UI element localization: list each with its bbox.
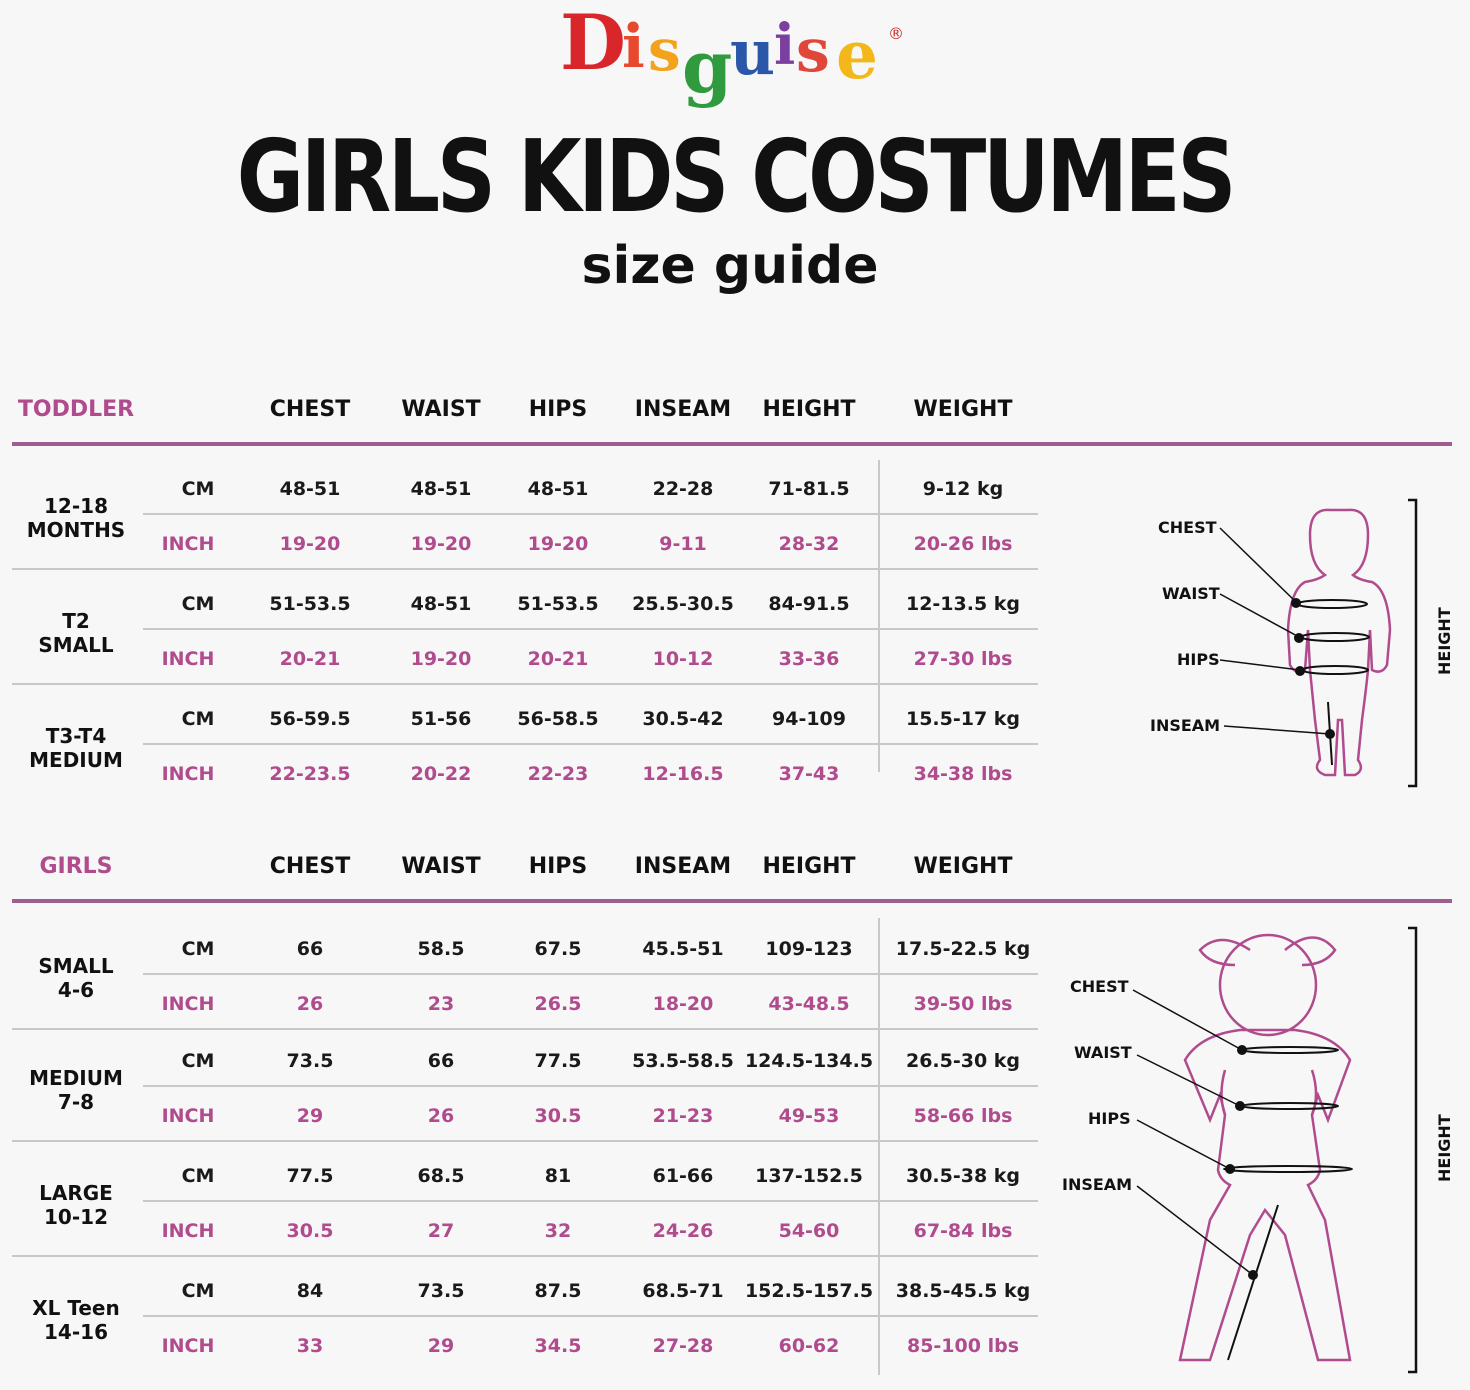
cm-value: 109-123: [765, 938, 853, 960]
inch-value: 22-23: [527, 763, 589, 785]
column-header: CHEST: [269, 397, 351, 422]
cm-value: 73.5: [417, 1280, 465, 1302]
size-label: LARGE: [39, 1181, 113, 1205]
inch-value: 54-60: [778, 1220, 840, 1242]
inch-value: 29: [427, 1335, 455, 1357]
unit-inch-label: INCH: [161, 993, 215, 1015]
cm-value: 152.5-157.5: [744, 1280, 874, 1302]
row-divider: [143, 513, 1038, 515]
cm-value: 56-58.5: [517, 708, 599, 730]
group-divider: [12, 568, 1038, 570]
cm-value: 84: [296, 1280, 324, 1302]
column-header: WEIGHT: [913, 397, 1013, 422]
logo-letter: D: [560, 0, 626, 87]
girl-hips-line: [1224, 1166, 1352, 1172]
cm-value: 87.5: [534, 1280, 582, 1302]
girl-waist-label: WAIST: [1074, 1043, 1132, 1062]
inch-value: 58-66 lbs: [913, 1105, 1013, 1127]
inch-value: 26: [427, 1105, 455, 1127]
cm-value: 51-53.5: [269, 593, 351, 615]
cm-value: 25.5-30.5: [632, 593, 734, 615]
girl-height-label: HEIGHT: [1435, 1114, 1454, 1182]
cm-value: 68.5-71: [642, 1280, 724, 1302]
inch-value: 12-16.5: [642, 763, 724, 785]
logo-letter: s: [648, 16, 681, 84]
inch-value: 20-26 lbs: [913, 533, 1013, 555]
inch-value: 18-20: [652, 993, 714, 1015]
toddler-chest-label: CHEST: [1158, 518, 1217, 537]
girl-chest-label: CHEST: [1070, 977, 1129, 996]
section-rule: [12, 899, 1452, 903]
cm-value: 51-56: [410, 708, 472, 730]
unit-cm-label: CM: [181, 938, 215, 960]
size-label: SMALL: [38, 633, 114, 657]
inch-value: 26: [296, 993, 324, 1015]
size-label: T2: [62, 609, 90, 633]
logo-letter: i: [622, 12, 645, 82]
unit-inch-label: INCH: [161, 763, 215, 785]
unit-inch-label: INCH: [161, 1105, 215, 1127]
toddler-inseam-label: INSEAM: [1150, 716, 1221, 735]
page-title: GIRLS KIDS COSTUMES: [236, 118, 1234, 235]
disguise-logo: [560, 0, 910, 116]
inch-value: 32: [544, 1220, 572, 1242]
column-header: HEIGHT: [762, 397, 856, 422]
cm-value: 15.5-17 kg: [905, 708, 1021, 730]
size-label: 10-12: [44, 1205, 108, 1229]
inch-value: 21-23: [652, 1105, 714, 1127]
inch-value: 39-50 lbs: [913, 993, 1013, 1015]
cm-value: 66: [296, 938, 324, 960]
cm-value: 48-51: [279, 478, 341, 500]
section-label: TODDLER: [17, 397, 135, 422]
girl-chest-line: [1242, 1047, 1338, 1053]
cm-value: 56-59.5: [269, 708, 351, 730]
cm-value: 58.5: [417, 938, 465, 960]
cm-value: 48-51: [410, 593, 472, 615]
size-label: 12-18: [44, 494, 108, 518]
group-divider: [12, 1140, 1038, 1142]
row-divider: [143, 628, 1038, 630]
toddler-height-label: HEIGHT: [1435, 607, 1454, 675]
inch-value: 26.5: [534, 993, 582, 1015]
inch-value: 30.5: [534, 1105, 582, 1127]
cm-value: 53.5-58.5: [632, 1050, 734, 1072]
cm-value: 17.5-22.5 kg: [895, 938, 1031, 960]
size-label: MEDIUM: [29, 748, 123, 772]
section-rule: [12, 442, 1452, 446]
column-header: HIPS: [528, 854, 588, 879]
weight-column-divider: [878, 918, 880, 1375]
group-divider: [12, 1028, 1038, 1030]
cm-value: 66: [427, 1050, 455, 1072]
inch-value: 67-84 lbs: [913, 1220, 1013, 1242]
inch-value: 20-22: [410, 763, 472, 785]
girl-measurement-figure: [1050, 920, 1460, 1380]
column-header: WAIST: [401, 854, 481, 879]
cm-value: 48-51: [527, 478, 589, 500]
inch-value: 37-43: [778, 763, 840, 785]
group-divider: [12, 1255, 1038, 1257]
inch-value: 20-21: [279, 648, 341, 670]
cm-value: 81: [544, 1165, 572, 1187]
group-divider: [12, 683, 1038, 685]
unit-cm-label: CM: [181, 1050, 215, 1072]
toddler-height-bracket: [1408, 500, 1416, 786]
unit-cm-label: CM: [181, 1165, 215, 1187]
cm-value: 30.5-42: [642, 708, 724, 730]
inch-value: 27: [427, 1220, 455, 1242]
column-header: WEIGHT: [913, 854, 1013, 879]
column-header: INSEAM: [634, 397, 732, 422]
size-label: MONTHS: [26, 518, 126, 542]
toddler-chest-line: [1297, 600, 1367, 608]
toddler-waist-line: [1301, 633, 1369, 641]
cm-value: 77.5: [534, 1050, 582, 1072]
inch-value: 49-53: [778, 1105, 840, 1127]
unit-inch-label: INCH: [161, 1220, 215, 1242]
inch-value: 27-30 lbs: [913, 648, 1013, 670]
cm-value: 51-53.5: [517, 593, 599, 615]
cm-value: 84-91.5: [768, 593, 850, 615]
inch-value: 19-20: [527, 533, 589, 555]
cm-value: 12-13.5 kg: [905, 593, 1021, 615]
cm-value: 77.5: [286, 1165, 334, 1187]
inch-value: 30.5: [286, 1220, 334, 1242]
unit-cm-label: CM: [181, 1280, 215, 1302]
inch-value: 24-26: [652, 1220, 714, 1242]
cm-value: 94-109: [772, 708, 846, 730]
row-divider: [143, 743, 1038, 745]
inch-value: 33: [296, 1335, 324, 1357]
cm-value: 67.5: [534, 938, 582, 960]
cm-value: 137-152.5: [755, 1165, 863, 1187]
inch-value: 22-23.5: [269, 763, 351, 785]
inch-value: 10-12: [652, 648, 714, 670]
logo-letter: i: [774, 12, 796, 78]
unit-inch-label: INCH: [161, 648, 215, 670]
toddler-hips-line: [1302, 666, 1368, 674]
inch-value: 27-28: [652, 1335, 714, 1357]
toddler-hips-label: HIPS: [1177, 650, 1220, 669]
unit-inch-label: INCH: [161, 533, 215, 555]
cm-value: 48-51: [410, 478, 472, 500]
toddler-waist-label: WAIST: [1162, 584, 1220, 603]
size-label: 4-6: [57, 978, 95, 1002]
size-label: T3-T4: [45, 724, 107, 748]
cm-value: 22-28: [652, 478, 714, 500]
size-label: 7-8: [57, 1090, 95, 1114]
size-label: MEDIUM: [29, 1066, 123, 1090]
column-header: HIPS: [528, 397, 588, 422]
girl-height-bracket: [1408, 928, 1416, 1372]
size-label: XL Teen: [32, 1296, 120, 1320]
row-divider: [143, 1085, 1038, 1087]
unit-cm-label: CM: [181, 593, 215, 615]
cm-value: 26.5-30 kg: [905, 1050, 1021, 1072]
inch-value: 34.5: [534, 1335, 582, 1357]
inch-value: 60-62: [778, 1335, 840, 1357]
inch-value: 20-21: [527, 648, 589, 670]
unit-cm-label: CM: [181, 708, 215, 730]
inch-value: 33-36: [778, 648, 840, 670]
inch-value: 23: [427, 993, 455, 1015]
cm-value: 124.5-134.5: [744, 1050, 874, 1072]
column-header: INSEAM: [634, 854, 732, 879]
unit-cm-label: CM: [181, 478, 215, 500]
registered-mark: ®: [888, 24, 904, 43]
toddler-outline: [1288, 510, 1390, 775]
toddler-measurement-figure: [1140, 490, 1460, 800]
logo-letter: g: [682, 24, 733, 109]
inch-value: 19-20: [410, 648, 472, 670]
cm-value: 38.5-45.5 kg: [895, 1280, 1031, 1302]
weight-column-divider: [878, 460, 880, 772]
cm-value: 45.5-51: [642, 938, 724, 960]
size-label: 14-16: [44, 1320, 108, 1344]
page-subtitle: size guide: [581, 236, 879, 296]
inch-value: 19-20: [410, 533, 472, 555]
cm-value: 68.5: [417, 1165, 465, 1187]
row-divider: [143, 973, 1038, 975]
inch-value: 28-32: [778, 533, 840, 555]
row-divider: [143, 1200, 1038, 1202]
section-label: GIRLS: [39, 854, 113, 879]
row-divider: [143, 1315, 1038, 1317]
column-header: WAIST: [401, 397, 481, 422]
girl-outline: [1180, 1030, 1350, 1360]
inch-value: 34-38 lbs: [913, 763, 1013, 785]
unit-inch-label: INCH: [161, 1335, 215, 1357]
logo-letter: u: [730, 16, 776, 89]
inch-value: 43-48.5: [768, 993, 850, 1015]
inch-value: 19-20: [279, 533, 341, 555]
girl-hips-label: HIPS: [1088, 1109, 1131, 1128]
size-label: SMALL: [38, 954, 114, 978]
column-header: CHEST: [269, 854, 351, 879]
girl-inseam-label: INSEAM: [1062, 1175, 1133, 1194]
cm-value: 71-81.5: [768, 478, 850, 500]
cm-value: 73.5: [286, 1050, 334, 1072]
inch-value: 9-11: [659, 533, 707, 555]
logo-letter: s: [796, 16, 830, 86]
column-header: HEIGHT: [762, 854, 856, 879]
inch-value: 29: [296, 1105, 324, 1127]
inch-value: 85-100 lbs: [906, 1335, 1020, 1357]
cm-value: 61-66: [652, 1165, 714, 1187]
logo-letter: e: [836, 16, 878, 94]
cm-value: 30.5-38 kg: [905, 1165, 1021, 1187]
cm-value: 9-12 kg: [922, 478, 1004, 500]
